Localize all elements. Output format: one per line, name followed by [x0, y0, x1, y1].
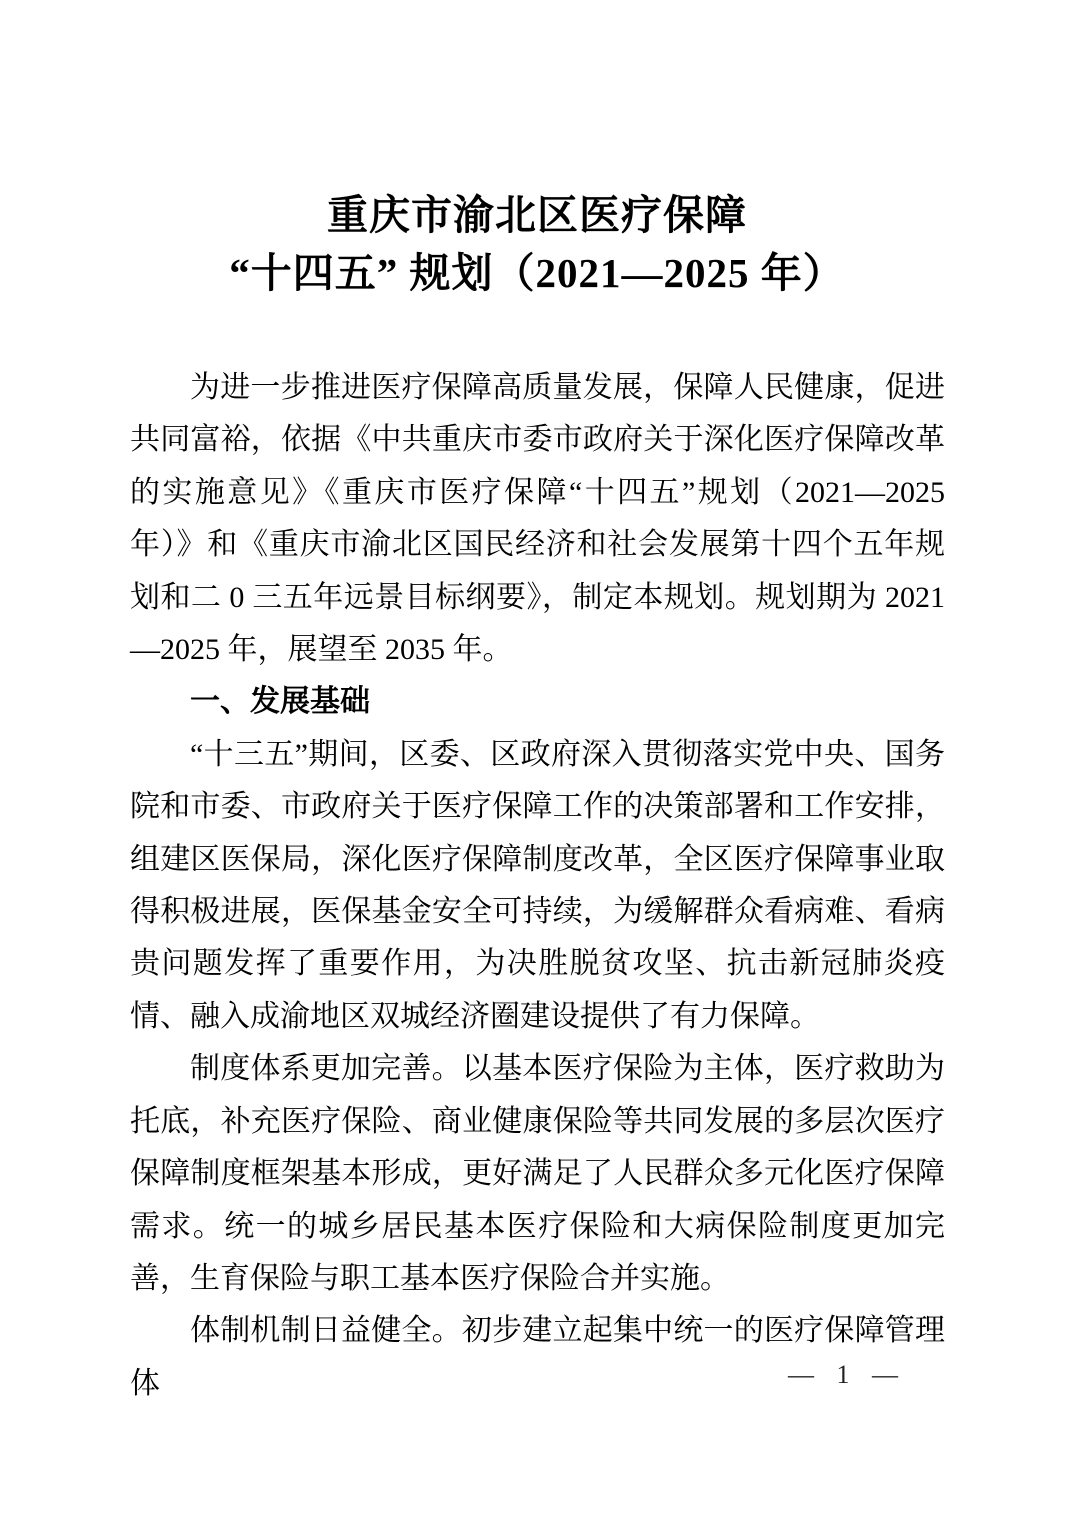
paragraph-intro: 为进一步推进医疗保障高质量发展，保障人民健康，促进共同富裕，依据《中共重庆市委市政府关于深化医疗保障改革的实施意见》《重庆市医疗保障“十四五”规划（2021—2025 年）》和《重庆市渝北区国民经济和社会发展第十四个五年规划和二 0 三五年远景目标纲要》，制定本规划。规划期为 2021—2025 年，展望至 2035 年。: [130, 371, 945, 667]
document-title: [0, 0, 1074, 302]
paragraph-system-improvement: 制度体系更加完善。以基本医疗保险为主体，医疗救助为托底，补充医疗保险、商业健康保险等共同发展的多层次医疗保障制度框架基本形成，更好满足了人民群众多元化医疗保障需求。统一的城乡居民基本医疗保险和大病保险制度更加完善，生育保险与职工基本医疗保险合并实施。: [130, 1052, 945, 1295]
document-title-line-2: “十四五” 规划（2021—2025 年）: [229, 250, 845, 296]
paragraph-mechanism-partial: 体制机制日益健全。初步建立起集中统一的医疗保障管理体: [130, 1314, 945, 1400]
document-title-line-1: 重庆市渝北区医疗保障: [327, 192, 747, 238]
page-number: — 1 —: [788, 1360, 906, 1389]
paragraph-thirteenth-five-review: “十三五”期间，区委、区政府深入贯彻落实党中央、国务院和市委、市政府关于医疗保障工作的决策部署和工作安排，组建区医保局，深化医疗保障制度改革，全区医疗保障事业取得积极进展，医保基金安全可持续，为缓解群众看病难、看病贵问题发挥了重要作用，为决胜脱贫攻坚、抗击新冠肺炎疫情、融入成渝地区双城经济圈建设提供了有力保障。: [130, 737, 945, 1033]
document-body: [130, 362, 945, 1410]
section-heading-development-basis: 一、发展基础: [190, 685, 370, 719]
